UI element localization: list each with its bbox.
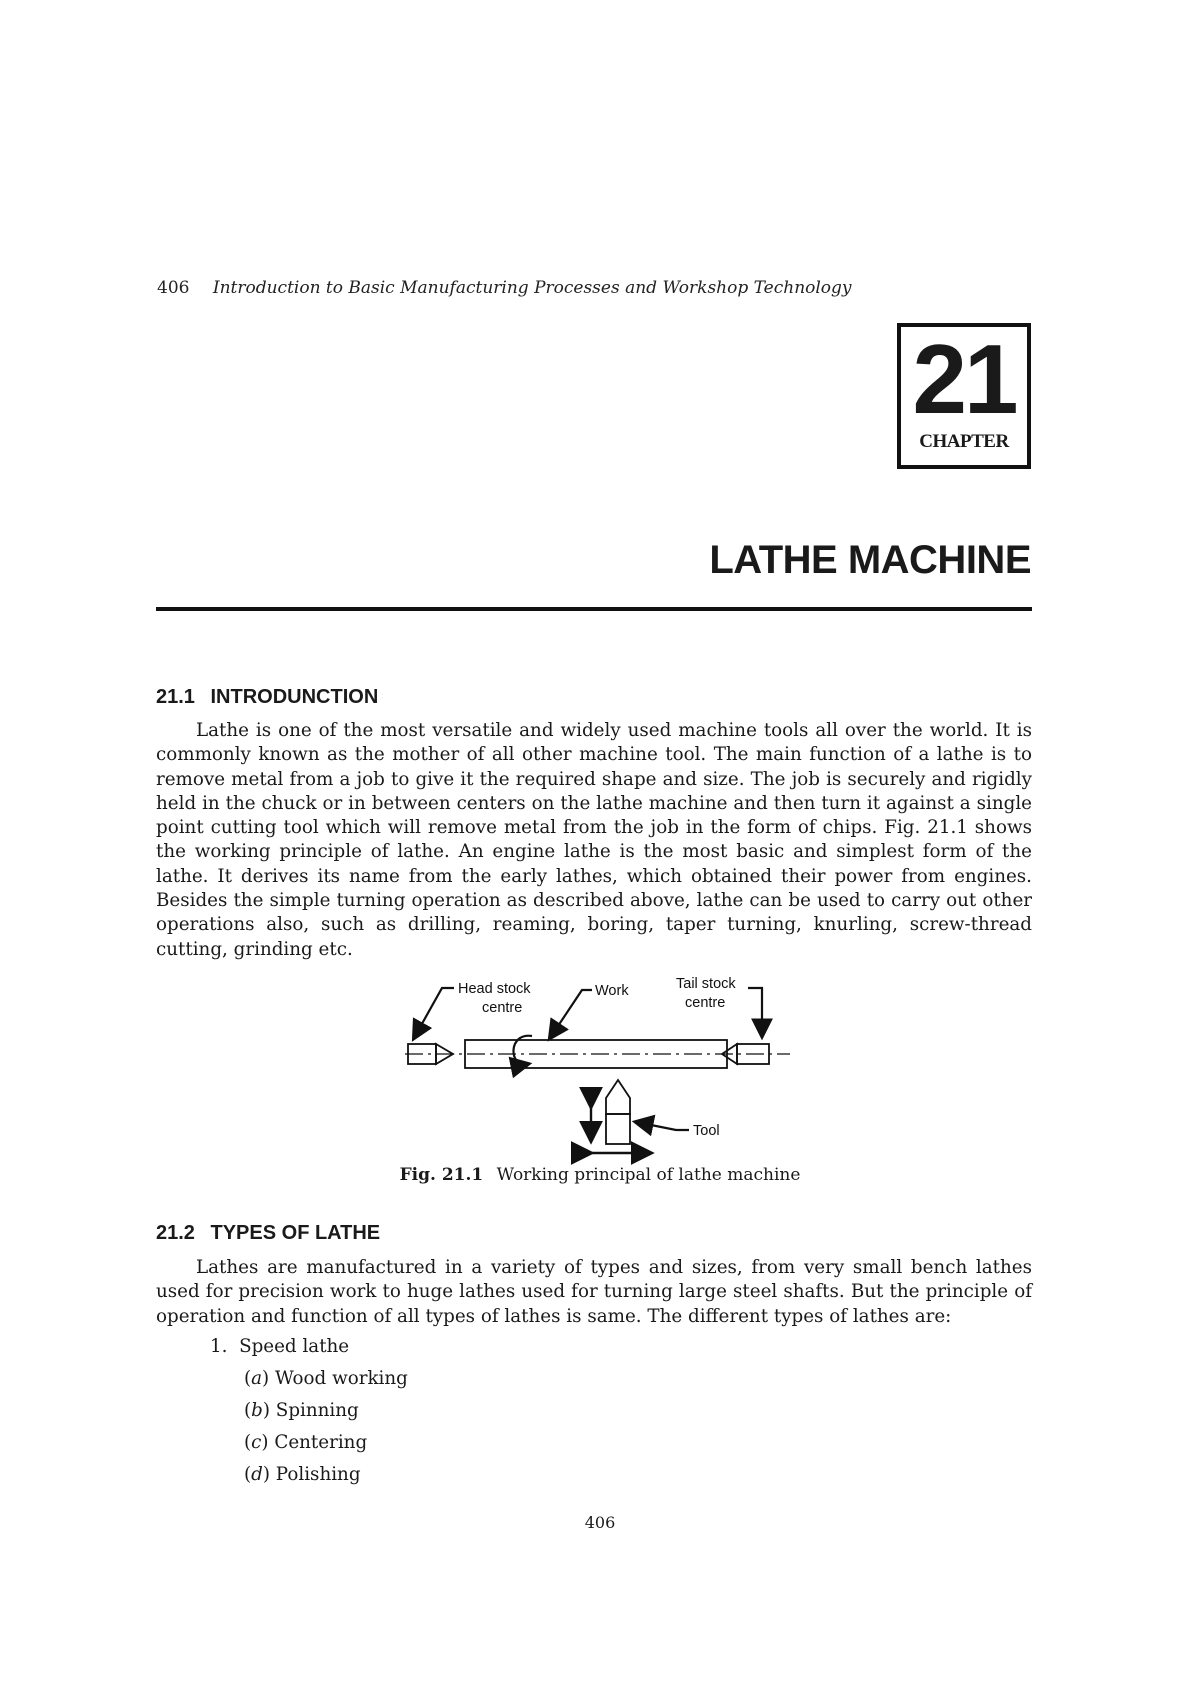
tool-leader <box>636 1122 689 1130</box>
cutting-tool <box>606 1080 630 1114</box>
lathe-diagram <box>390 972 810 1172</box>
section-body-2: Lathes are manufactured in a variety of types and sizes, from very small bench lathes used for precision work to huge lathes used for turning large steel shafts. But the principle of operation and function of all types of lathes is same. The different types of lathes are: <box>156 1257 1032 1327</box>
caption-label: Fig. 21.1 <box>399 1165 484 1185</box>
running-head-page: 406 <box>157 278 190 298</box>
caption-text: Working principal of lathe machine <box>496 1165 801 1185</box>
chapter-box <box>897 323 1031 469</box>
title-rule <box>156 607 1032 611</box>
section-heading-2 <box>156 1222 380 1245</box>
list-subitem: (a) Wood working <box>244 1368 408 1389</box>
label-head-stock-centre: centre <box>482 1000 523 1016</box>
tool-shank <box>606 1114 630 1144</box>
chapter-title: LATHE MACHINE <box>709 538 1031 582</box>
section-heading-1 <box>156 686 378 709</box>
section-body-1: Lathe is one of the most versatile and widely used machine tools all over the world. It is commonly known as the mother of all other machine tool. The main function of a lathe is to remove metal from a job to give it the required shape and size. The job is securely and rigidly held in the chuck or in between centers on the lathe machine and then turn it against a single point cutting tool which will remove metal from the job in the form of chips. Fig. 21.1 shows the working principle of lathe. An engine lathe is the most basic and simplest form of the lathe. It derives its name from the early lathes, which obtained their power from engines. Besides the simple turning operation as described above, lathe can be used to carry out other operations also, such as drilling, reaming, boring, taper turning, knurling, screw-thread cutting, grinding etc. <box>156 720 1032 960</box>
lathe-figure <box>390 972 810 1172</box>
lathe-types-list <box>210 1336 408 1496</box>
chapter-number: 21 <box>912 324 1016 434</box>
head-stock-leader <box>414 988 454 1038</box>
work-leader <box>550 990 592 1038</box>
label-head-stock: Head stock <box>458 981 531 997</box>
tail-stock-leader <box>748 988 762 1036</box>
chapter-word: CHAPTER <box>919 431 1009 452</box>
section-number-2: 21.2 <box>156 1222 195 1244</box>
list-subitem: (b) Spinning <box>244 1400 359 1421</box>
label-tail-stock-centre: centre <box>685 995 726 1011</box>
list-subitem: (d) Polishing <box>244 1464 361 1485</box>
running-head-title: Introduction to Basic Manufacturing Processes and Workshop Technology <box>212 278 852 298</box>
section-number-1: 21.1 <box>156 686 195 708</box>
running-head <box>157 278 852 298</box>
section-title-2: TYPES OF LATHE <box>210 1222 381 1244</box>
label-tool: Tool <box>693 1123 720 1139</box>
list-subitem: (c) Centering <box>244 1432 368 1453</box>
label-work: Work <box>595 983 629 999</box>
list-item-speed-lathe: 1. Speed lathe <box>210 1336 350 1357</box>
section-title-1: INTRODUNCTION <box>210 686 379 708</box>
label-tail-stock: Tail stock <box>676 976 736 992</box>
figure-caption <box>0 1165 1200 1185</box>
page-number: 406 <box>584 1513 616 1532</box>
